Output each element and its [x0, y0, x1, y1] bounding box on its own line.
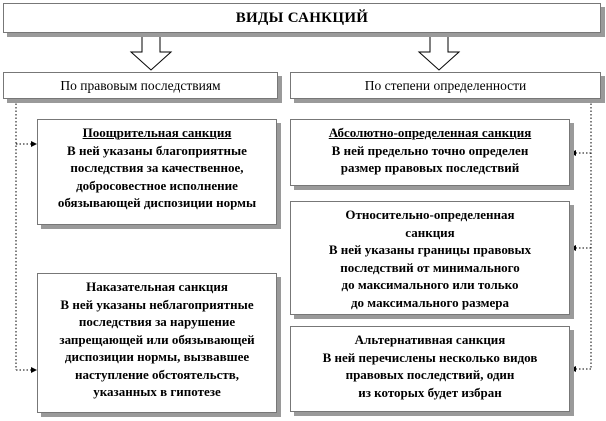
category-box-certainty-degree [290, 72, 601, 99]
card-line: указанных в гипотезе [93, 384, 221, 399]
card-heading: Поощрительная санкция [82, 125, 232, 140]
card-line: добросовестное исполнение [76, 177, 238, 193]
card-line: до максимального или только [341, 277, 519, 292]
category-label: По правовым последствиям [60, 77, 221, 93]
card-encouraging-sanction [37, 119, 277, 225]
card-line: правовых последствий, один [345, 367, 515, 382]
card-relative-sanction [290, 201, 570, 315]
card-heading: Альтернативная санкция [354, 332, 506, 347]
block-arrow-right [419, 34, 459, 70]
card-line: до максимального размера [350, 294, 509, 310]
card-heading: Относительно-определенная санкция [345, 207, 515, 240]
card-line: запрещающей или обязывающей [59, 331, 255, 347]
category-label: По степени определенности [364, 77, 527, 93]
card-line: В ней указаны неблагоприятные [60, 296, 254, 312]
card-line: размер правовых последствий [340, 160, 520, 175]
card-alternative-sanction [290, 326, 570, 412]
card-line: последствия за качественное, [70, 160, 244, 175]
category-box-legal-consequences [3, 72, 278, 99]
block-arrow-left [131, 34, 171, 70]
card-line: последствия за нарушение [78, 314, 236, 329]
card-line: последствий от минимального [340, 259, 520, 275]
card-line: наступление обстоятельств, [74, 366, 240, 382]
card-punitive-sanction [37, 273, 277, 413]
card-line: из которых будет избран [358, 384, 502, 400]
card-line: В ней предельно точно определен [331, 142, 529, 158]
card-line: В ней указаны границы правовых [328, 242, 532, 257]
title-box [3, 3, 601, 33]
card-line: обязывающей диспозиции нормы [57, 195, 257, 210]
card-absolute-sanction [290, 119, 570, 186]
card-line: В ней указаны благоприятные [67, 142, 247, 158]
card-line: диспозиции нормы, вызвавшее [64, 349, 250, 364]
diagram-title: ВИДЫ САНКЦИЙ [235, 9, 369, 26]
card-heading: Абсолютно-определенная санкция [328, 125, 532, 140]
card-heading: Наказательная санкция [86, 279, 228, 294]
card-line: В ней перечислены несколько видов [322, 349, 538, 365]
